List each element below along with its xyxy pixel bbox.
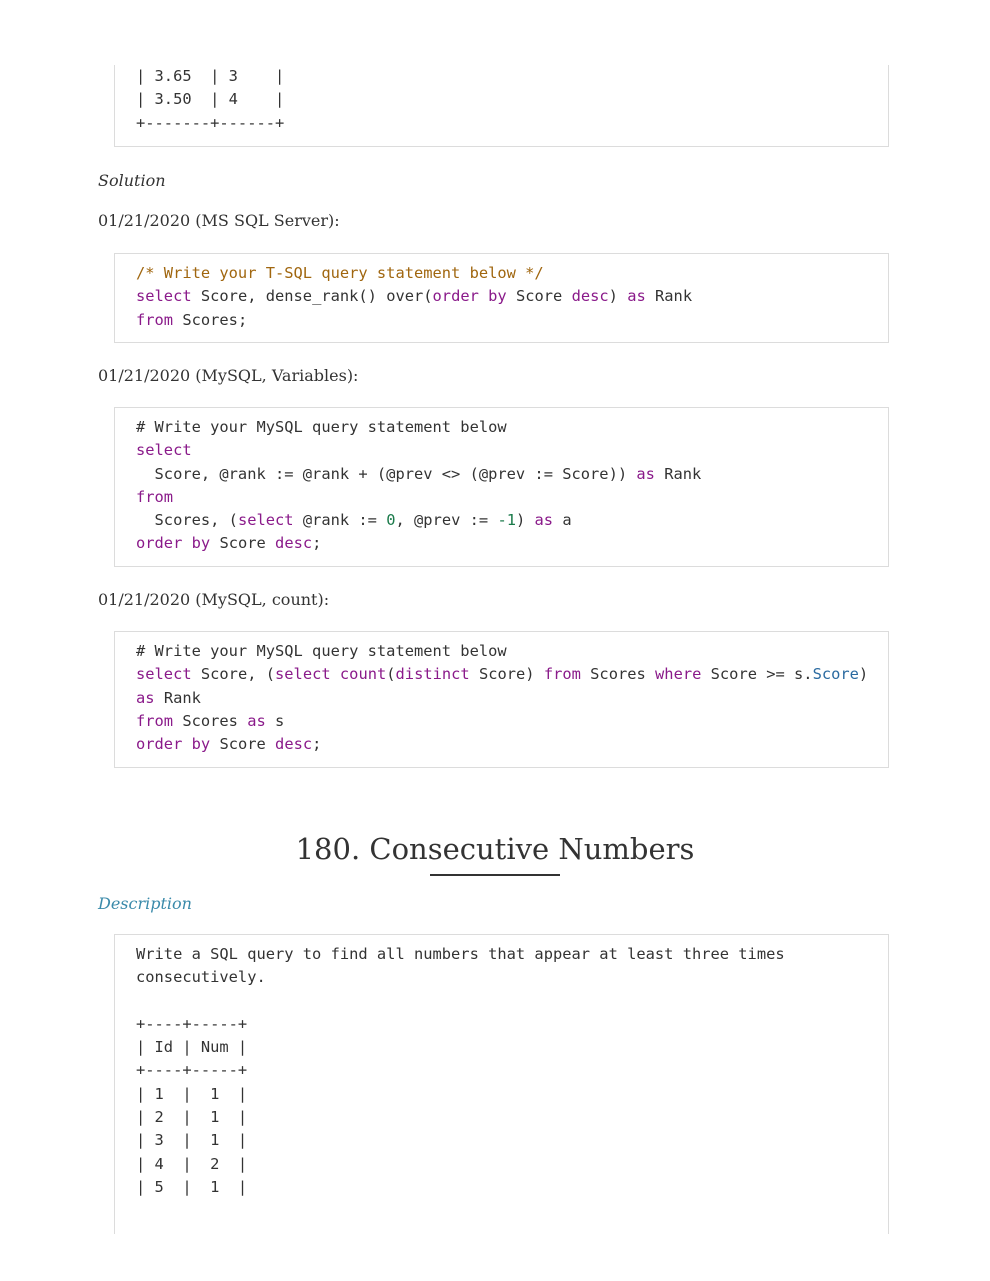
- section-title: 180. Consecutive Numbers: [295, 832, 695, 866]
- description-line: consecutively.: [136, 968, 266, 987]
- mysql-count-label: 01/21/2020 (MySQL, count):: [98, 590, 330, 609]
- tsql-label: 01/21/2020 (MS SQL Server):: [98, 211, 340, 230]
- description-label: Description: [98, 894, 192, 913]
- table-line: | 2 | 1 |: [136, 1108, 248, 1127]
- mysql-variables-code-block: # Write your MySQL query statement below select Score, @rank := @rank + (@prev <> (@prev := Score)) as Rank from Scores, (select @rank := 0, @prev := -1) as a order by Score desc;: [114, 407, 889, 567]
- table-line: | 3.65 | 3 |: [136, 67, 285, 85]
- mysql-count-code-block: # Write your MySQL query statement below select Score, (select count(distinct Score) from Scores where Score >= s.Score) as Rank from Scores as s order by Score desc;: [114, 631, 889, 768]
- code-comment: # Write your MySQL query statement below: [136, 418, 507, 436]
- title-underline: [430, 874, 560, 876]
- table-line: +----+-----+: [136, 1061, 248, 1080]
- table-line: | 4 | 2 |: [136, 1154, 248, 1173]
- mysql-variables-label: 01/21/2020 (MySQL, Variables):: [98, 366, 359, 385]
- description-line: Write a SQL query to find all numbers that appear at least three times: [136, 945, 785, 963]
- solution-label: Solution: [98, 171, 166, 190]
- table-line: | 1 | 1 |: [136, 1084, 248, 1103]
- scores-table-tail: [114, 65, 889, 147]
- table-line: | 3.50 | 4 |: [136, 90, 285, 109]
- table-line: | 3 | 1 |: [136, 1131, 248, 1150]
- table-line: +-------+------+: [136, 113, 285, 132]
- description-block: [114, 934, 889, 1234]
- table-line: | Id | Num |: [136, 1038, 248, 1057]
- table-line: +----+-----+: [136, 1014, 248, 1033]
- table-line: | 5 | 1 |: [136, 1177, 248, 1196]
- code-comment: # Write your MySQL query statement below: [136, 642, 507, 660]
- code-comment: /* Write your T-SQL query statement below */: [136, 264, 544, 282]
- tsql-code-block: /* Write your T-SQL query statement below */ select Score, dense_rank() over(order by Score desc) as Rank from Scores;: [114, 253, 889, 343]
